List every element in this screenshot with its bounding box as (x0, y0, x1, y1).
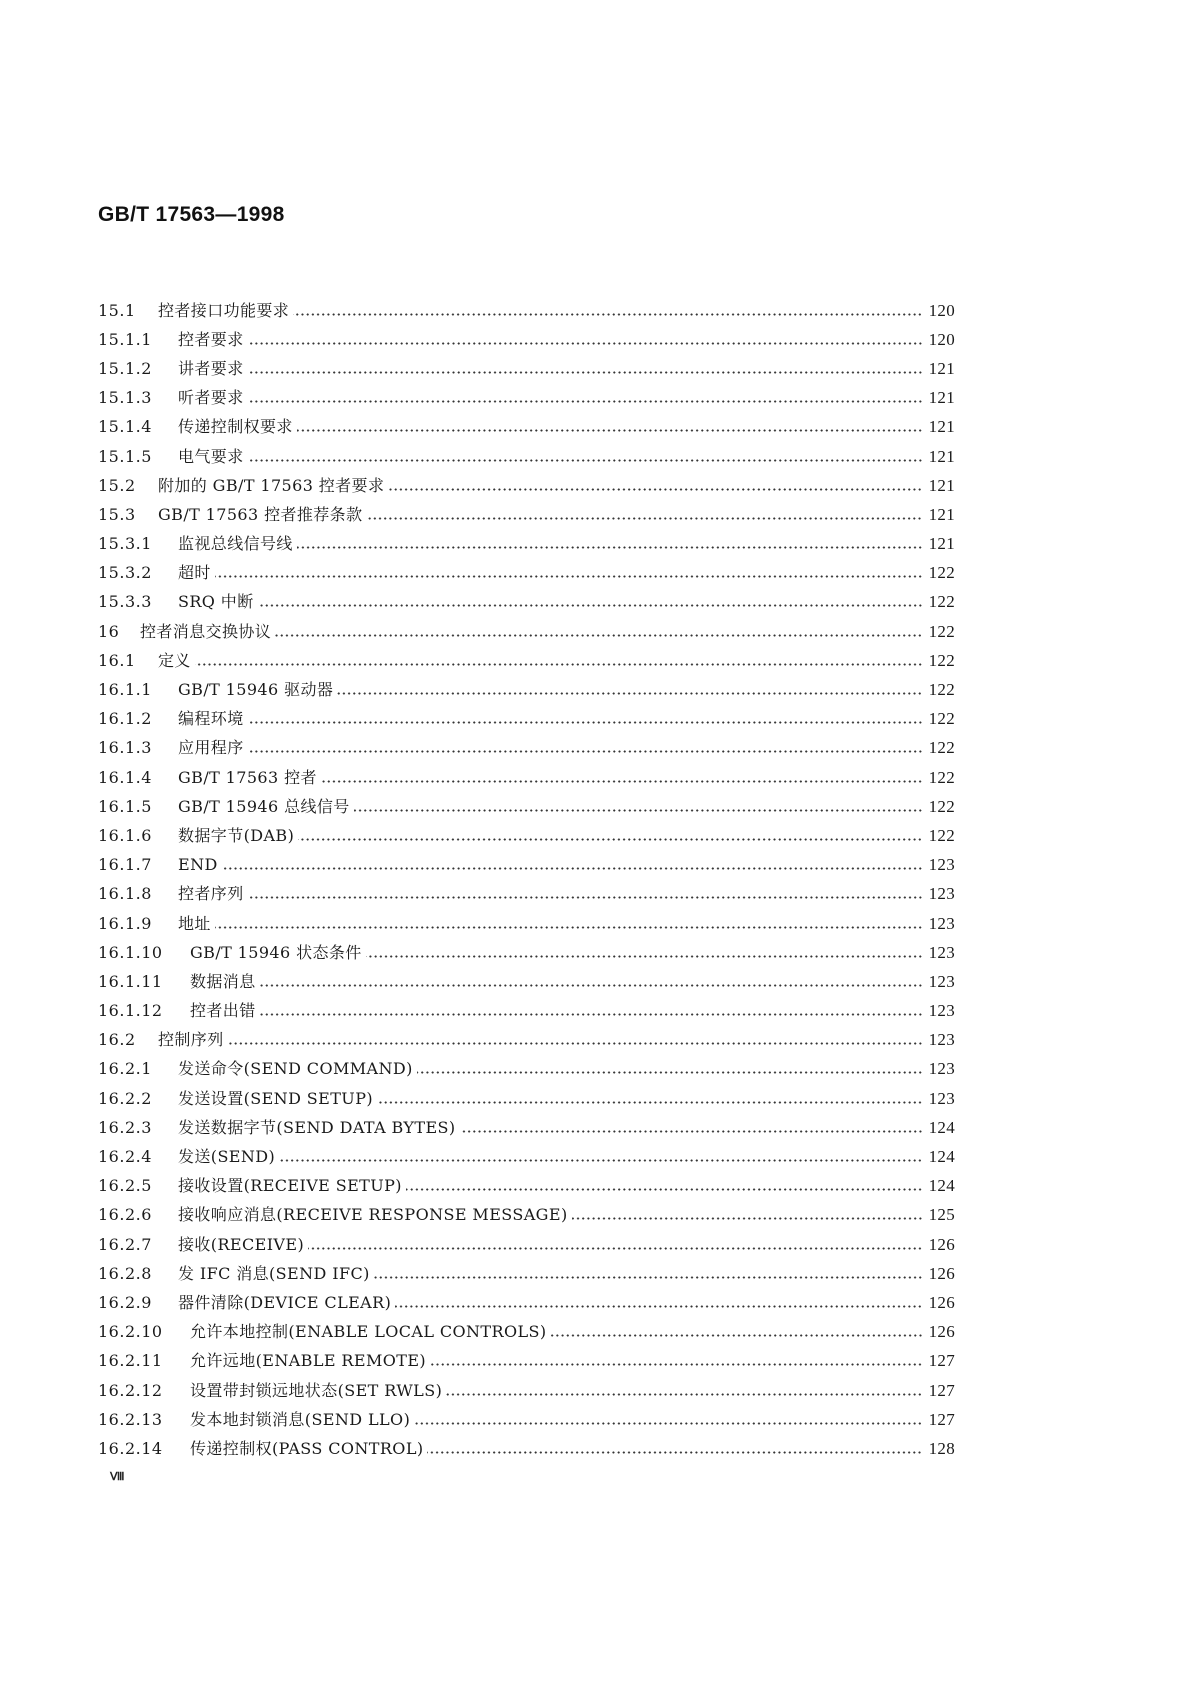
toc-entry (98, 442, 955, 471)
toc-section-title: 设置带封锁远地状态(SET RWLS) (190, 1380, 443, 1400)
toc-section-title: 超时 (178, 563, 211, 583)
toc-entry (98, 1230, 955, 1259)
toc-section-number: 15.3 (98, 504, 136, 524)
toc-section-title: 监视总线信号线 (178, 534, 293, 554)
toc-page-number: 122 (928, 738, 955, 758)
toc-section-title: 控者接口功能要求 (158, 300, 290, 320)
dot-leader (248, 400, 923, 403)
toc-section-number: 16.1.3 (98, 738, 152, 758)
toc-page-number: 123 (928, 1030, 955, 1050)
toc-entry (98, 1172, 955, 1201)
toc-section-number: 16.1 (98, 650, 136, 670)
toc-entry (98, 384, 955, 413)
toc-entry (98, 1026, 955, 1055)
toc-section-title: 接收设置(RECEIVE SETUP) (178, 1176, 402, 1196)
toc-entry (98, 1113, 955, 1142)
dot-leader (279, 1159, 922, 1162)
toc-section-number: 15.1.5 (98, 446, 152, 466)
toc-page-number: 127 (928, 1380, 955, 1400)
toc-page-number: 121 (928, 504, 955, 524)
table-of-contents (98, 296, 955, 1464)
toc-entry (98, 1084, 955, 1113)
toc-entry (98, 325, 955, 354)
toc-entry (98, 909, 955, 938)
toc-entry (98, 559, 955, 588)
toc-page-number: 122 (928, 825, 955, 845)
toc-section-number: 16.2.14 (98, 1438, 163, 1458)
toc-section-title: 传递控制权(PASS CONTROL) (190, 1438, 424, 1458)
toc-entry (98, 675, 955, 704)
toc-section-number: 16 (98, 621, 120, 641)
toc-section-title: 允许本地控制(ENABLE LOCAL CONTROLS) (190, 1322, 547, 1342)
dot-leader (388, 488, 922, 491)
toc-section-title: 发送命令(SEND COMMAND) (178, 1059, 413, 1079)
toc-page-number: 121 (928, 358, 955, 378)
toc-section-number: 16.1.9 (98, 913, 152, 933)
toc-section-title: 控者消息交换协议 (140, 621, 272, 641)
toc-page-number: 121 (928, 388, 955, 408)
toc-section-number: 16.1.1 (98, 680, 152, 700)
toc-page-number: 121 (928, 475, 955, 495)
toc-section-number: 16.2.9 (98, 1292, 152, 1312)
dot-leader (427, 1451, 922, 1454)
dot-leader (377, 1101, 923, 1104)
toc-section-number: 16.2.10 (98, 1322, 163, 1342)
toc-entry (98, 821, 955, 850)
toc-page-number: 123 (928, 884, 955, 904)
toc-section-number: 16.2.11 (98, 1351, 163, 1371)
dot-leader (430, 1363, 923, 1366)
toc-page-number: 124 (928, 1117, 955, 1137)
toc-section-title: GB/T 15946 驱动器 (178, 680, 334, 700)
toc-entry (98, 734, 955, 763)
toc-section-title: GB/T 15946 状态条件 (190, 942, 362, 962)
toc-entry (98, 1318, 955, 1347)
toc-entry (98, 1142, 955, 1171)
toc-section-title: GB/T 17563 控者 (178, 767, 317, 787)
toc-entry (98, 588, 955, 617)
toc-page-number: 122 (928, 796, 955, 816)
dot-leader (222, 867, 923, 870)
toc-section-title: 发送设置(SEND SETUP) (178, 1088, 374, 1108)
toc-section-number: 15.3.1 (98, 534, 152, 554)
toc-page-number: 123 (928, 971, 955, 991)
toc-page-number: 123 (928, 1059, 955, 1079)
dot-leader (297, 429, 923, 432)
toc-entry (98, 1405, 955, 1434)
toc-section-number: 16.2.4 (98, 1147, 152, 1167)
toc-page-number: 122 (928, 767, 955, 787)
dot-leader (374, 1276, 923, 1279)
toc-section-number: 16.2.8 (98, 1263, 152, 1283)
toc-entry (98, 1055, 955, 1084)
toc-section-title: GB/T 17563 控者推荐条款 (158, 504, 363, 524)
toc-page-number: 128 (928, 1438, 955, 1458)
toc-section-title: 器件清除(DEVICE CLEAR) (178, 1292, 392, 1312)
toc-entry (98, 1376, 955, 1405)
toc-section-title: 传递控制权要求 (178, 417, 293, 437)
toc-page-number: 121 (928, 417, 955, 437)
toc-section-title: 控者要求 (178, 329, 244, 349)
toc-section-title: 接收(RECEIVE) (178, 1234, 305, 1254)
toc-section-title: GB/T 15946 总线信号 (178, 796, 350, 816)
toc-entry (98, 354, 955, 383)
toc-page-number: 124 (928, 1147, 955, 1167)
toc-entry (98, 500, 955, 529)
dot-leader (446, 1393, 922, 1396)
dot-leader (248, 371, 923, 374)
document-code-header: GB/T 17563—1998 (98, 203, 285, 226)
toc-section-number: 15.1 (98, 300, 136, 320)
toc-page-number: 122 (928, 709, 955, 729)
toc-section-title: 讲者要求 (178, 358, 244, 378)
dot-leader (551, 1334, 923, 1337)
toc-section-number: 15.2 (98, 475, 136, 495)
toc-section-number: 15.1.1 (98, 329, 152, 349)
toc-page-number: 125 (928, 1205, 955, 1225)
dot-leader (248, 342, 923, 345)
dot-leader (248, 721, 923, 724)
dot-leader (195, 663, 923, 666)
toc-section-number: 16.1.6 (98, 825, 152, 845)
toc-entry (98, 617, 955, 646)
toc-page-number: 120 (928, 300, 955, 320)
dot-leader (354, 809, 923, 812)
toc-section-title: 发 IFC 消息(SEND IFC) (178, 1263, 370, 1283)
toc-section-title: 应用程序 (178, 738, 244, 758)
toc-entry (98, 413, 955, 442)
toc-entry (98, 851, 955, 880)
toc-entry (98, 763, 955, 792)
dot-leader (275, 634, 922, 637)
toc-section-title: 附加的 GB/T 17563 控者要求 (158, 475, 385, 495)
dot-leader (572, 1217, 923, 1220)
dot-leader (395, 1305, 922, 1308)
dot-leader (406, 1188, 923, 1191)
dot-leader (248, 750, 923, 753)
toc-page-number: 123 (928, 855, 955, 875)
dot-leader (414, 1422, 922, 1425)
dot-leader (260, 984, 923, 987)
toc-section-number: 15.1.4 (98, 417, 152, 437)
toc-page-number: 126 (928, 1234, 955, 1254)
toc-section-number: 16.2.1 (98, 1059, 152, 1079)
dot-leader (460, 1130, 923, 1133)
toc-section-number: 15.1.2 (98, 358, 152, 378)
dot-leader (260, 1013, 923, 1016)
toc-section-number: 16.2 (98, 1030, 136, 1050)
toc-section-number: 16.2.12 (98, 1380, 163, 1400)
toc-section-number: 16.1.7 (98, 855, 152, 875)
toc-section-title: 控者出错 (190, 1001, 256, 1021)
toc-section-number: 16.2.2 (98, 1088, 152, 1108)
toc-section-title: 数据字节(DAB) (178, 825, 295, 845)
dot-leader (215, 575, 923, 578)
toc-section-title: 听者要求 (178, 388, 244, 408)
toc-section-title: 编程环境 (178, 709, 244, 729)
toc-section-title: 控制序列 (158, 1030, 224, 1050)
dot-leader (366, 517, 922, 520)
toc-entry (98, 792, 955, 821)
toc-section-title: 接收响应消息(RECEIVE RESPONSE MESSAGE) (178, 1205, 568, 1225)
toc-section-title: SRQ 中断 (178, 592, 254, 612)
dot-leader (366, 955, 923, 958)
toc-entry (98, 967, 955, 996)
toc-entry (98, 880, 955, 909)
dot-leader (337, 692, 922, 695)
toc-page-number: 127 (928, 1409, 955, 1429)
toc-page-number: 122 (928, 592, 955, 612)
toc-section-number: 16.1.2 (98, 709, 152, 729)
toc-page-number: 126 (928, 1263, 955, 1283)
toc-section-title: 数据消息 (190, 971, 256, 991)
toc-entry (98, 296, 955, 325)
toc-section-number: 15.3.2 (98, 563, 152, 583)
dot-leader (215, 926, 923, 929)
toc-entry (98, 997, 955, 1026)
toc-section-title: 定义 (158, 650, 191, 670)
dot-leader (298, 838, 922, 841)
toc-section-number: 16.1.8 (98, 884, 152, 904)
toc-page-number: 123 (928, 913, 955, 933)
toc-section-title: 发本地封锁消息(SEND LLO) (190, 1409, 411, 1429)
toc-section-title: 地址 (178, 913, 211, 933)
toc-page-number: 126 (928, 1292, 955, 1312)
toc-section-number: 16.2.3 (98, 1117, 152, 1137)
toc-entry (98, 705, 955, 734)
toc-page-number: 127 (928, 1351, 955, 1371)
toc-page-number: 126 (928, 1322, 955, 1342)
toc-page-number: 122 (928, 621, 955, 641)
toc-page-number: 123 (928, 1088, 955, 1108)
toc-page-number: 121 (928, 446, 955, 466)
toc-section-number: 16.1.12 (98, 1001, 163, 1021)
toc-entry (98, 938, 955, 967)
page-number-roman: Ⅷ (110, 1471, 125, 1483)
toc-page-number: 124 (928, 1176, 955, 1196)
toc-section-number: 16.1.4 (98, 767, 152, 787)
toc-section-number: 16.1.10 (98, 942, 163, 962)
toc-section-number: 16.1.11 (98, 971, 163, 991)
toc-page-number: 122 (928, 680, 955, 700)
toc-page-number: 122 (928, 650, 955, 670)
toc-section-number: 15.3.3 (98, 592, 152, 612)
toc-section-title: 发送(SEND) (178, 1147, 276, 1167)
toc-entry (98, 646, 955, 675)
toc-section-number: 16.2.7 (98, 1234, 152, 1254)
toc-page-number: 123 (928, 1001, 955, 1021)
dot-leader (321, 780, 923, 783)
toc-section-title: 控者序列 (178, 884, 244, 904)
toc-section-title: 允许远地(ENABLE REMOTE) (190, 1351, 427, 1371)
dot-leader (293, 313, 922, 316)
dot-leader (248, 459, 923, 462)
toc-page-number: 121 (928, 534, 955, 554)
toc-entry (98, 1347, 955, 1376)
toc-page-number: 123 (928, 942, 955, 962)
toc-entry (98, 1434, 955, 1463)
toc-entry (98, 1201, 955, 1230)
toc-page-number: 120 (928, 329, 955, 349)
toc-section-title: END (178, 855, 218, 875)
toc-entry (98, 1288, 955, 1317)
toc-section-number: 15.1.3 (98, 388, 152, 408)
dot-leader (248, 896, 923, 899)
toc-page-number: 122 (928, 563, 955, 583)
toc-section-title: 发送数据字节(SEND DATA BYTES) (178, 1117, 456, 1137)
dot-leader (297, 546, 923, 549)
toc-section-number: 16.1.5 (98, 796, 152, 816)
toc-entry (98, 530, 955, 559)
toc-section-number: 16.2.13 (98, 1409, 163, 1429)
toc-section-number: 16.2.5 (98, 1176, 152, 1196)
toc-section-title: 电气要求 (178, 446, 244, 466)
dot-leader (308, 1247, 923, 1250)
toc-entry (98, 1259, 955, 1288)
toc-entry (98, 471, 955, 500)
dot-leader (258, 604, 923, 607)
dot-leader (417, 1071, 923, 1074)
dot-leader (228, 1042, 923, 1045)
toc-section-number: 16.2.6 (98, 1205, 152, 1225)
